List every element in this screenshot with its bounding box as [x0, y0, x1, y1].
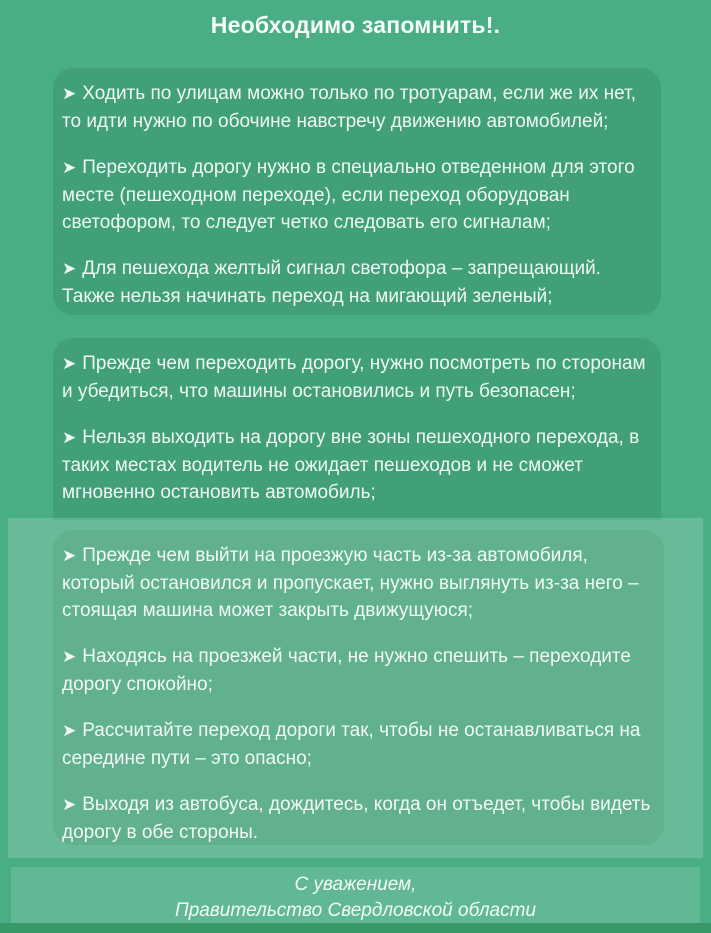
- footer-line-government: Правительство Свердловской области: [174, 900, 537, 921]
- bullet-arrow-icon: ➤: [62, 546, 77, 566]
- bullet-arrow-icon: ➤: [62, 354, 77, 374]
- rule-item: [62, 350, 653, 405]
- rule-item: [62, 80, 653, 135]
- rule-text: Выходя из автобуса, дождитесь, когда он отъедет, чтобы видеть дорогу в обе стороны.: [62, 794, 651, 843]
- rule-text: Рассчитайте переход дороги так, чтобы не останавливаться на середине пути – это опасно;: [62, 720, 641, 769]
- rules-panel-bottom: [53, 530, 664, 845]
- rules-panel-middle: [53, 338, 661, 520]
- rule-text: Ходить по улицам можно только по тротуарам, если же их нет, то идти нужно по обочине навстречу движению автомобилей;: [62, 83, 636, 132]
- rule-text: Прежде чем переходить дорогу, нужно посмотреть по сторонам и убедиться, что машины остановились и путь безопасен;: [62, 353, 646, 402]
- bullet-arrow-icon: ➤: [62, 259, 77, 279]
- rule-item: [62, 424, 653, 506]
- rule-item: [62, 643, 656, 698]
- bullet-arrow-icon: ➤: [62, 647, 77, 667]
- rule-item: [62, 717, 656, 772]
- bullet-arrow-icon: ➤: [62, 158, 77, 178]
- bullet-arrow-icon: ➤: [62, 84, 77, 104]
- footer-band: [11, 867, 700, 923]
- rule-item: [62, 255, 653, 310]
- rules-panel-top: [53, 68, 661, 315]
- rule-item: [62, 791, 656, 846]
- bullet-arrow-icon: ➤: [62, 428, 77, 448]
- page-title: Необходимо запомнить!.: [210, 12, 501, 38]
- bullet-arrow-icon: ➤: [62, 721, 77, 741]
- footer-line-regards: С уважением,: [294, 874, 417, 895]
- rule-item: [62, 154, 653, 236]
- rule-text: Прежде чем выйти на проезжую часть из-за автомобиля, который остановился и пропускает, нужно выглянуть из-за него – стоящая машина может закрыть движущуюся;: [62, 545, 639, 621]
- bullet-arrow-icon: ➤: [62, 795, 77, 815]
- rule-text: Находясь на проезжей части, не нужно спешить – переходите дорогу спокойно;: [62, 646, 631, 695]
- rule-text: Нельзя выходить на дорогу вне зоны пешеходного перехода, в таких местах водитель не ожидает пешеходов и не сможет мгновенно остановить автомобиль;: [62, 427, 640, 503]
- bottom-strip: [0, 923, 711, 933]
- rule-text: Для пешехода желтый сигнал светофора – запрещающий. Также нельзя начинать переход на мигающий зеленый;: [62, 258, 601, 307]
- rule-text: Переходить дорогу нужно в специально отведенном для этого месте (пешеходном переходе), если переход оборудован светофором, то следует четко следовать его сигналам;: [62, 157, 635, 233]
- rule-item: [62, 542, 656, 624]
